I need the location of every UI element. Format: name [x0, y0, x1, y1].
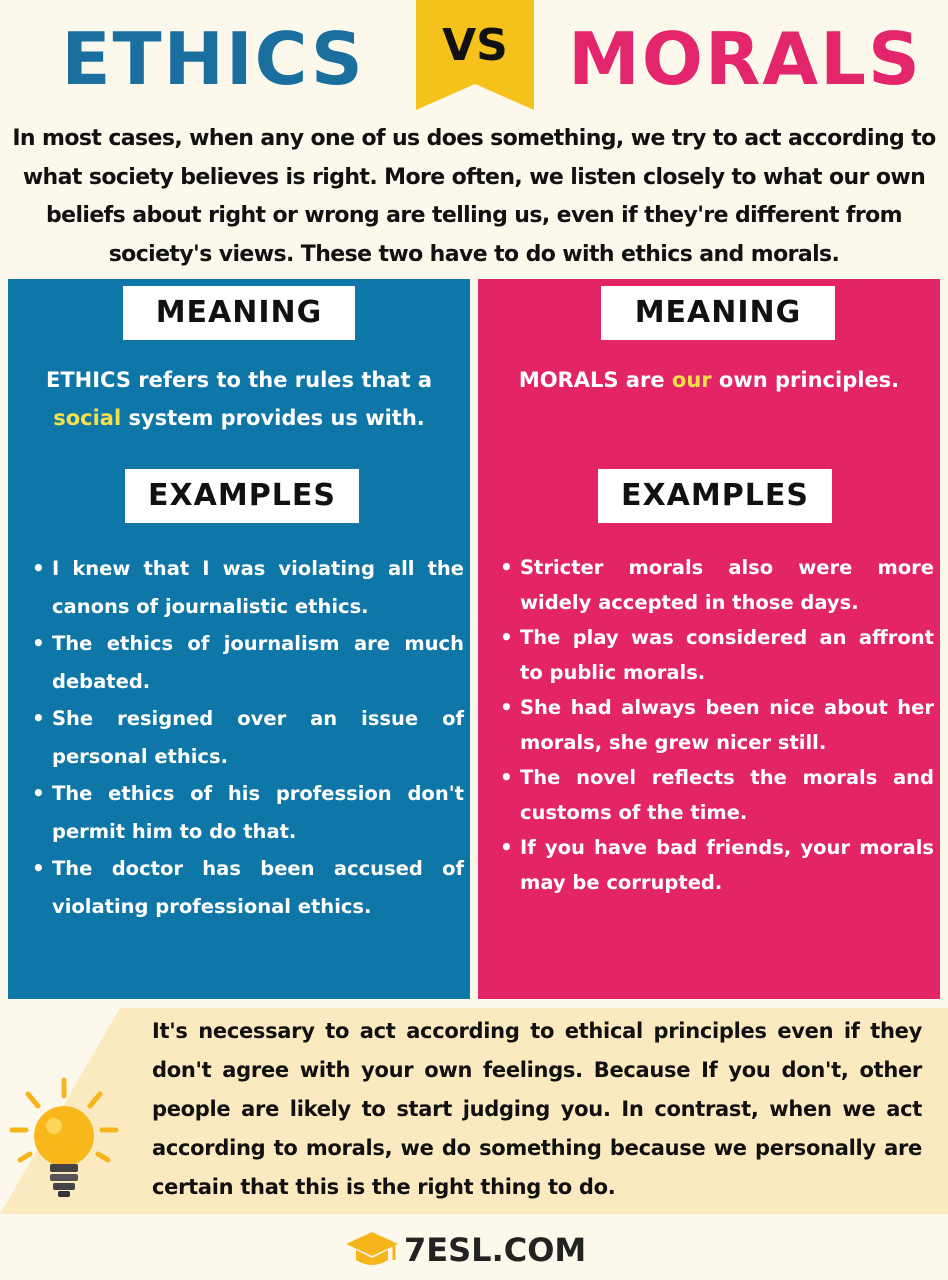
ethics-examples-list	[32, 550, 464, 925]
ethics-title: ETHICS	[61, 17, 365, 101]
bullet-icon: •	[32, 631, 45, 655]
ethics-example-1: I knew that I was violating all the canons of journalistic ethics.	[52, 557, 464, 618]
list-item	[500, 690, 934, 760]
morals-example-3: She had always been nice about her morals, she grew nicer still.	[520, 696, 934, 754]
ethics-meaning-highlight: social	[53, 406, 122, 430]
morals-meaning-heading: MEANING	[601, 286, 835, 340]
morals-meaning-part-3: own principles.	[711, 368, 900, 392]
morals-example-5: If you have bad friends, your morals may be corrupted.	[520, 836, 934, 894]
morals-panel	[478, 279, 940, 999]
vs-ribbon	[416, 0, 534, 110]
bullet-icon: •	[32, 556, 45, 580]
bullet-icon: •	[500, 555, 513, 579]
morals-examples-heading: EXAMPLES	[598, 469, 832, 523]
bullet-icon: •	[500, 765, 513, 789]
ethics-meaning-part-1: ETHICS refers to the rules that a	[46, 368, 432, 392]
ethics-example-4: The ethics of his profession don't permit him to do that.	[52, 782, 464, 843]
morals-example-4: The novel reflects the morals and customs of the time.	[520, 766, 934, 824]
bullet-icon: •	[32, 706, 45, 730]
ethics-meaning-text	[22, 361, 456, 437]
bullet-icon: •	[32, 781, 45, 805]
lightbulb-icon	[6, 1072, 126, 1202]
morals-example-2: The play was considered an affront to public morals.	[520, 626, 934, 684]
morals-meaning-part-1: MORALS are	[518, 368, 672, 392]
morals-meaning-highlight: our	[671, 368, 712, 392]
ethics-panel	[8, 279, 470, 999]
list-item	[32, 850, 464, 925]
vs-label: VS	[442, 20, 508, 71]
ethics-example-2: The ethics of journalism are much debated.	[52, 632, 464, 693]
graduation-cap-icon	[344, 1228, 400, 1272]
list-item	[500, 620, 934, 690]
logo-text: 7ESL.COM	[404, 1231, 587, 1269]
list-item	[500, 830, 934, 900]
morals-title: MORALS	[568, 17, 922, 101]
bullet-icon: •	[32, 856, 45, 880]
morals-examples-list	[500, 550, 934, 900]
list-item	[500, 760, 934, 830]
ethics-example-5: The doctor has been accused of violating professional ethics.	[52, 857, 464, 918]
list-item	[32, 700, 464, 775]
ethics-example-3: She resigned over an issue of personal ethics.	[52, 707, 464, 768]
ethics-meaning-heading: MEANING	[123, 286, 355, 340]
list-item	[32, 775, 464, 850]
intro-paragraph: In most cases, when any one of us does something, we try to act according to what society believes is right. More often, we listen closely to what our own beliefs about right or wrong are telling us, even if they're different from society's views. These two have to do with ethics and morals.	[12, 126, 936, 267]
bullet-icon: •	[500, 835, 513, 859]
morals-example-1: Stricter morals also were more widely accepted in those days.	[520, 556, 934, 614]
morals-meaning-text	[492, 361, 926, 399]
list-item	[500, 550, 934, 620]
site-logo[interactable]	[344, 1228, 614, 1272]
conclusion-paragraph: It's necessary to act according to ethical principles even if they don't agree with your own feelings. Because If you don't, other people are likely to start judging you. In contrast, when we act according to morals, we do something because we personally are certain that this is the right thing to do.	[152, 1019, 922, 1199]
ethics-meaning-part-3: system provides us with.	[121, 406, 425, 430]
list-item	[32, 625, 464, 700]
bullet-icon: •	[500, 695, 513, 719]
ethics-examples-heading: EXAMPLES	[125, 469, 359, 523]
bullet-icon: •	[500, 625, 513, 649]
list-item	[32, 550, 464, 625]
